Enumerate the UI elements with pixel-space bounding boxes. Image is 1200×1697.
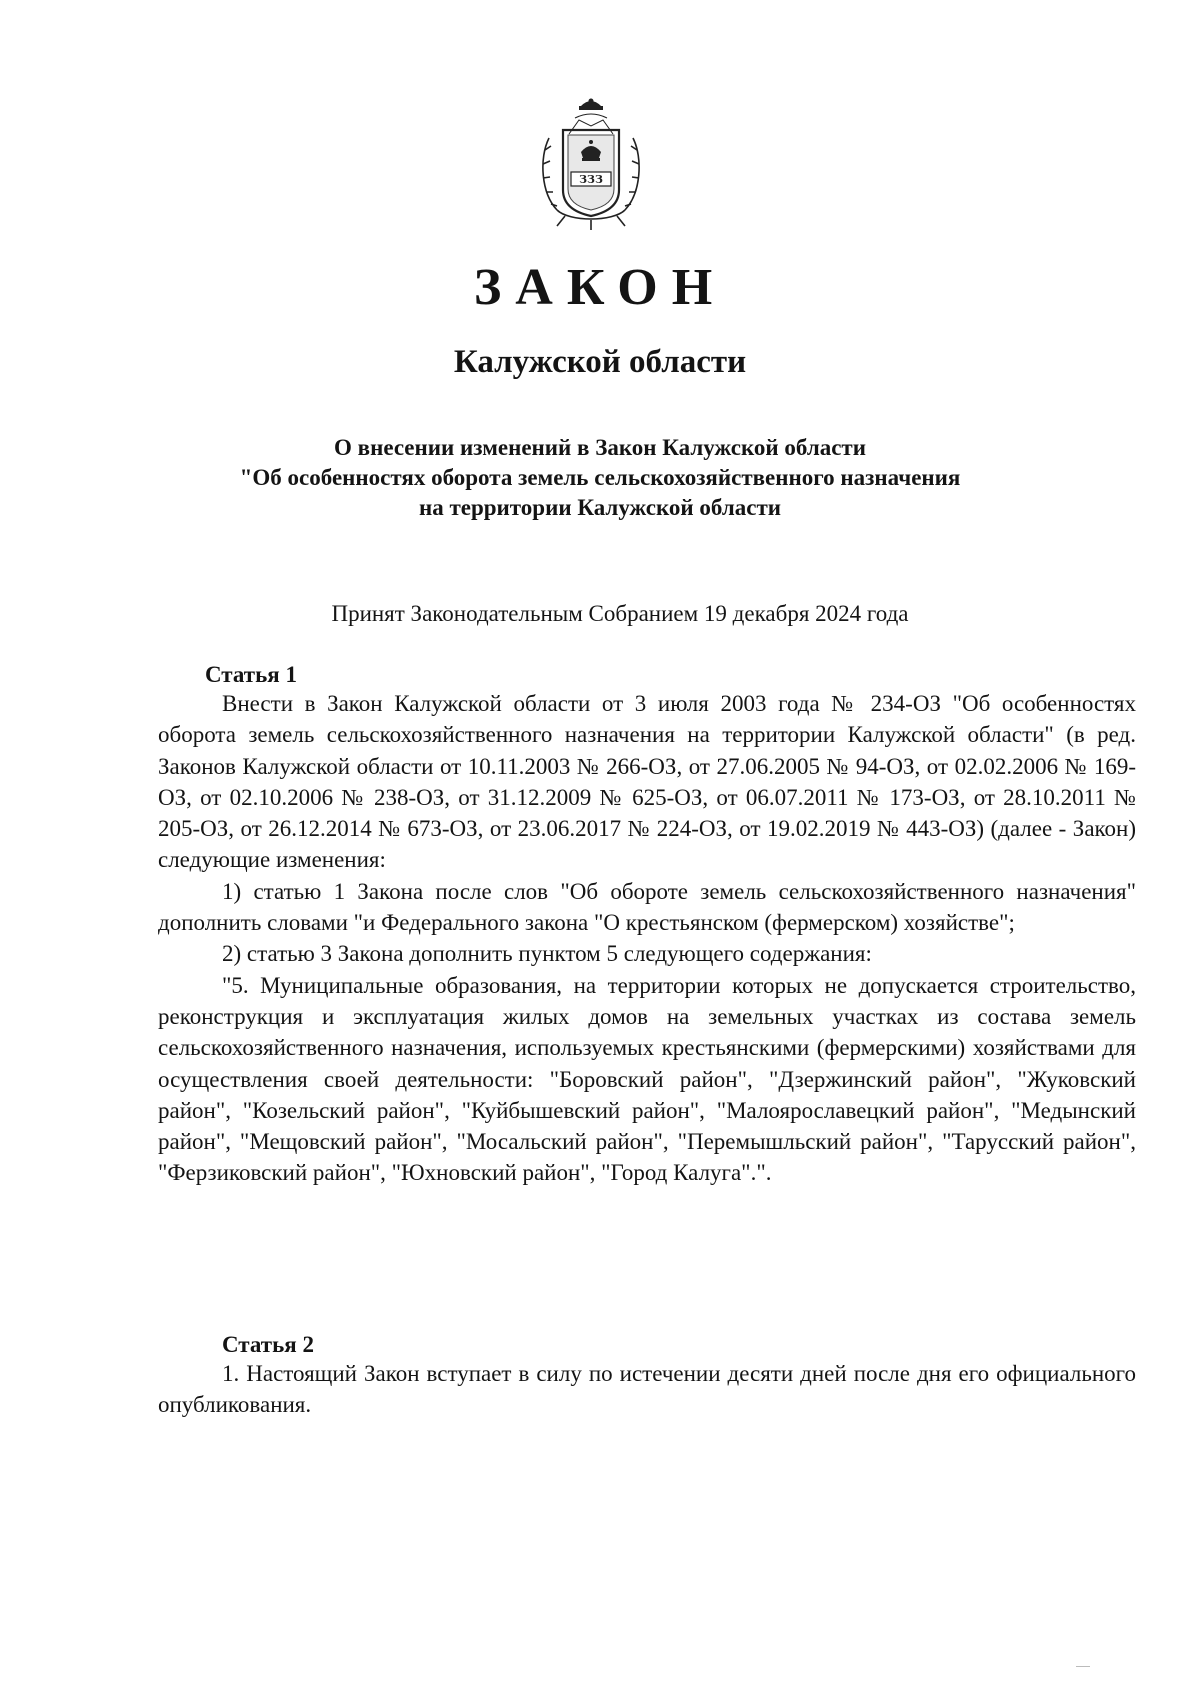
subject-line: "Об особенностях оборота земель сельскохозяйственного назначения <box>239 465 961 490</box>
law-title: ЗАКОН <box>473 259 727 316</box>
article-1-item-2-text: "5. Муниципальные образования, на территории которых не допускается строительство, реконструкция и эксплуатация жилых домов на земельных участках из состава земель сельскохозяйственного назначения, используемых крестьянскими (фермерскими) хозяйствами для осуществления своей деятельности: "Боровский район", "Дзержинский район", "Жуковский район", "Козельский район", "Куйбышевский район", "Малоярославецкий район", "Медынский район", "Мещовский район", "Мосальский район", "Перемышльский район", "Тарусский район", "Ферзиковский район", "Юхновский район", "Город Калуга".". <box>158 972 1136 1186</box>
law-subject <box>0 433 1200 523</box>
article-1-body <box>158 688 1136 1189</box>
article-2-heading: Статья 2 <box>222 1332 314 1357</box>
article-2-body <box>158 1358 1136 1421</box>
article-1-item-1: 1) статью 1 Закона после слов "Об обороте земель сельскохозяйственного назначения" дополнить словами "и Федерального закона "О крестьянском (фермерском) хозяйстве"; <box>158 878 1136 936</box>
article-1-heading: Статья 1 <box>205 662 297 687</box>
article-1-item-2: 2) статью 3 Закона дополнить пунктом 5 следующего содержания: <box>222 941 872 967</box>
coat-of-arms-icon <box>535 98 647 234</box>
scan-mark <box>1076 1666 1090 1667</box>
region-name: Калужской области <box>453 344 747 380</box>
svg-text:ЗЗЗ: ЗЗЗ <box>579 173 603 186</box>
subject-line: на территории Калужской области <box>418 495 782 520</box>
adoption-date: Принят Законодательным Собранием 19 декабря 2024 года <box>331 601 909 626</box>
article-2-item-1: 1. Настоящий Закон вступает в силу по истечении десяти дней после дня его официального опубликования. <box>158 1361 1136 1418</box>
article-1-intro: Внести в Закон Калужской области от 3 июля 2003 года № 234-ОЗ "Об особенностях оборота земель сельскохозяйственного назначения на территории Калужской области" (в ред. Законов Калужской области от 10.11.2003 № 266-ОЗ, от 27.06.2005 № 94-ОЗ, от 02.02.2006 № 169-ОЗ, от 02.10.2006 № 238-ОЗ, от 31.12.2009 № 625-ОЗ, от 06.07.2011 № 173-ОЗ, от 28.10.2011 № 205-ОЗ, от 26.12.2014 № 673-ОЗ, от 23.06.2017 № 224-ОЗ, от 19.02.2019 № 443-ОЗ) (далее - Закон) следующие изменения: <box>158 691 1136 873</box>
subject-line: О внесении изменений в Закон Калужской области <box>334 435 866 460</box>
